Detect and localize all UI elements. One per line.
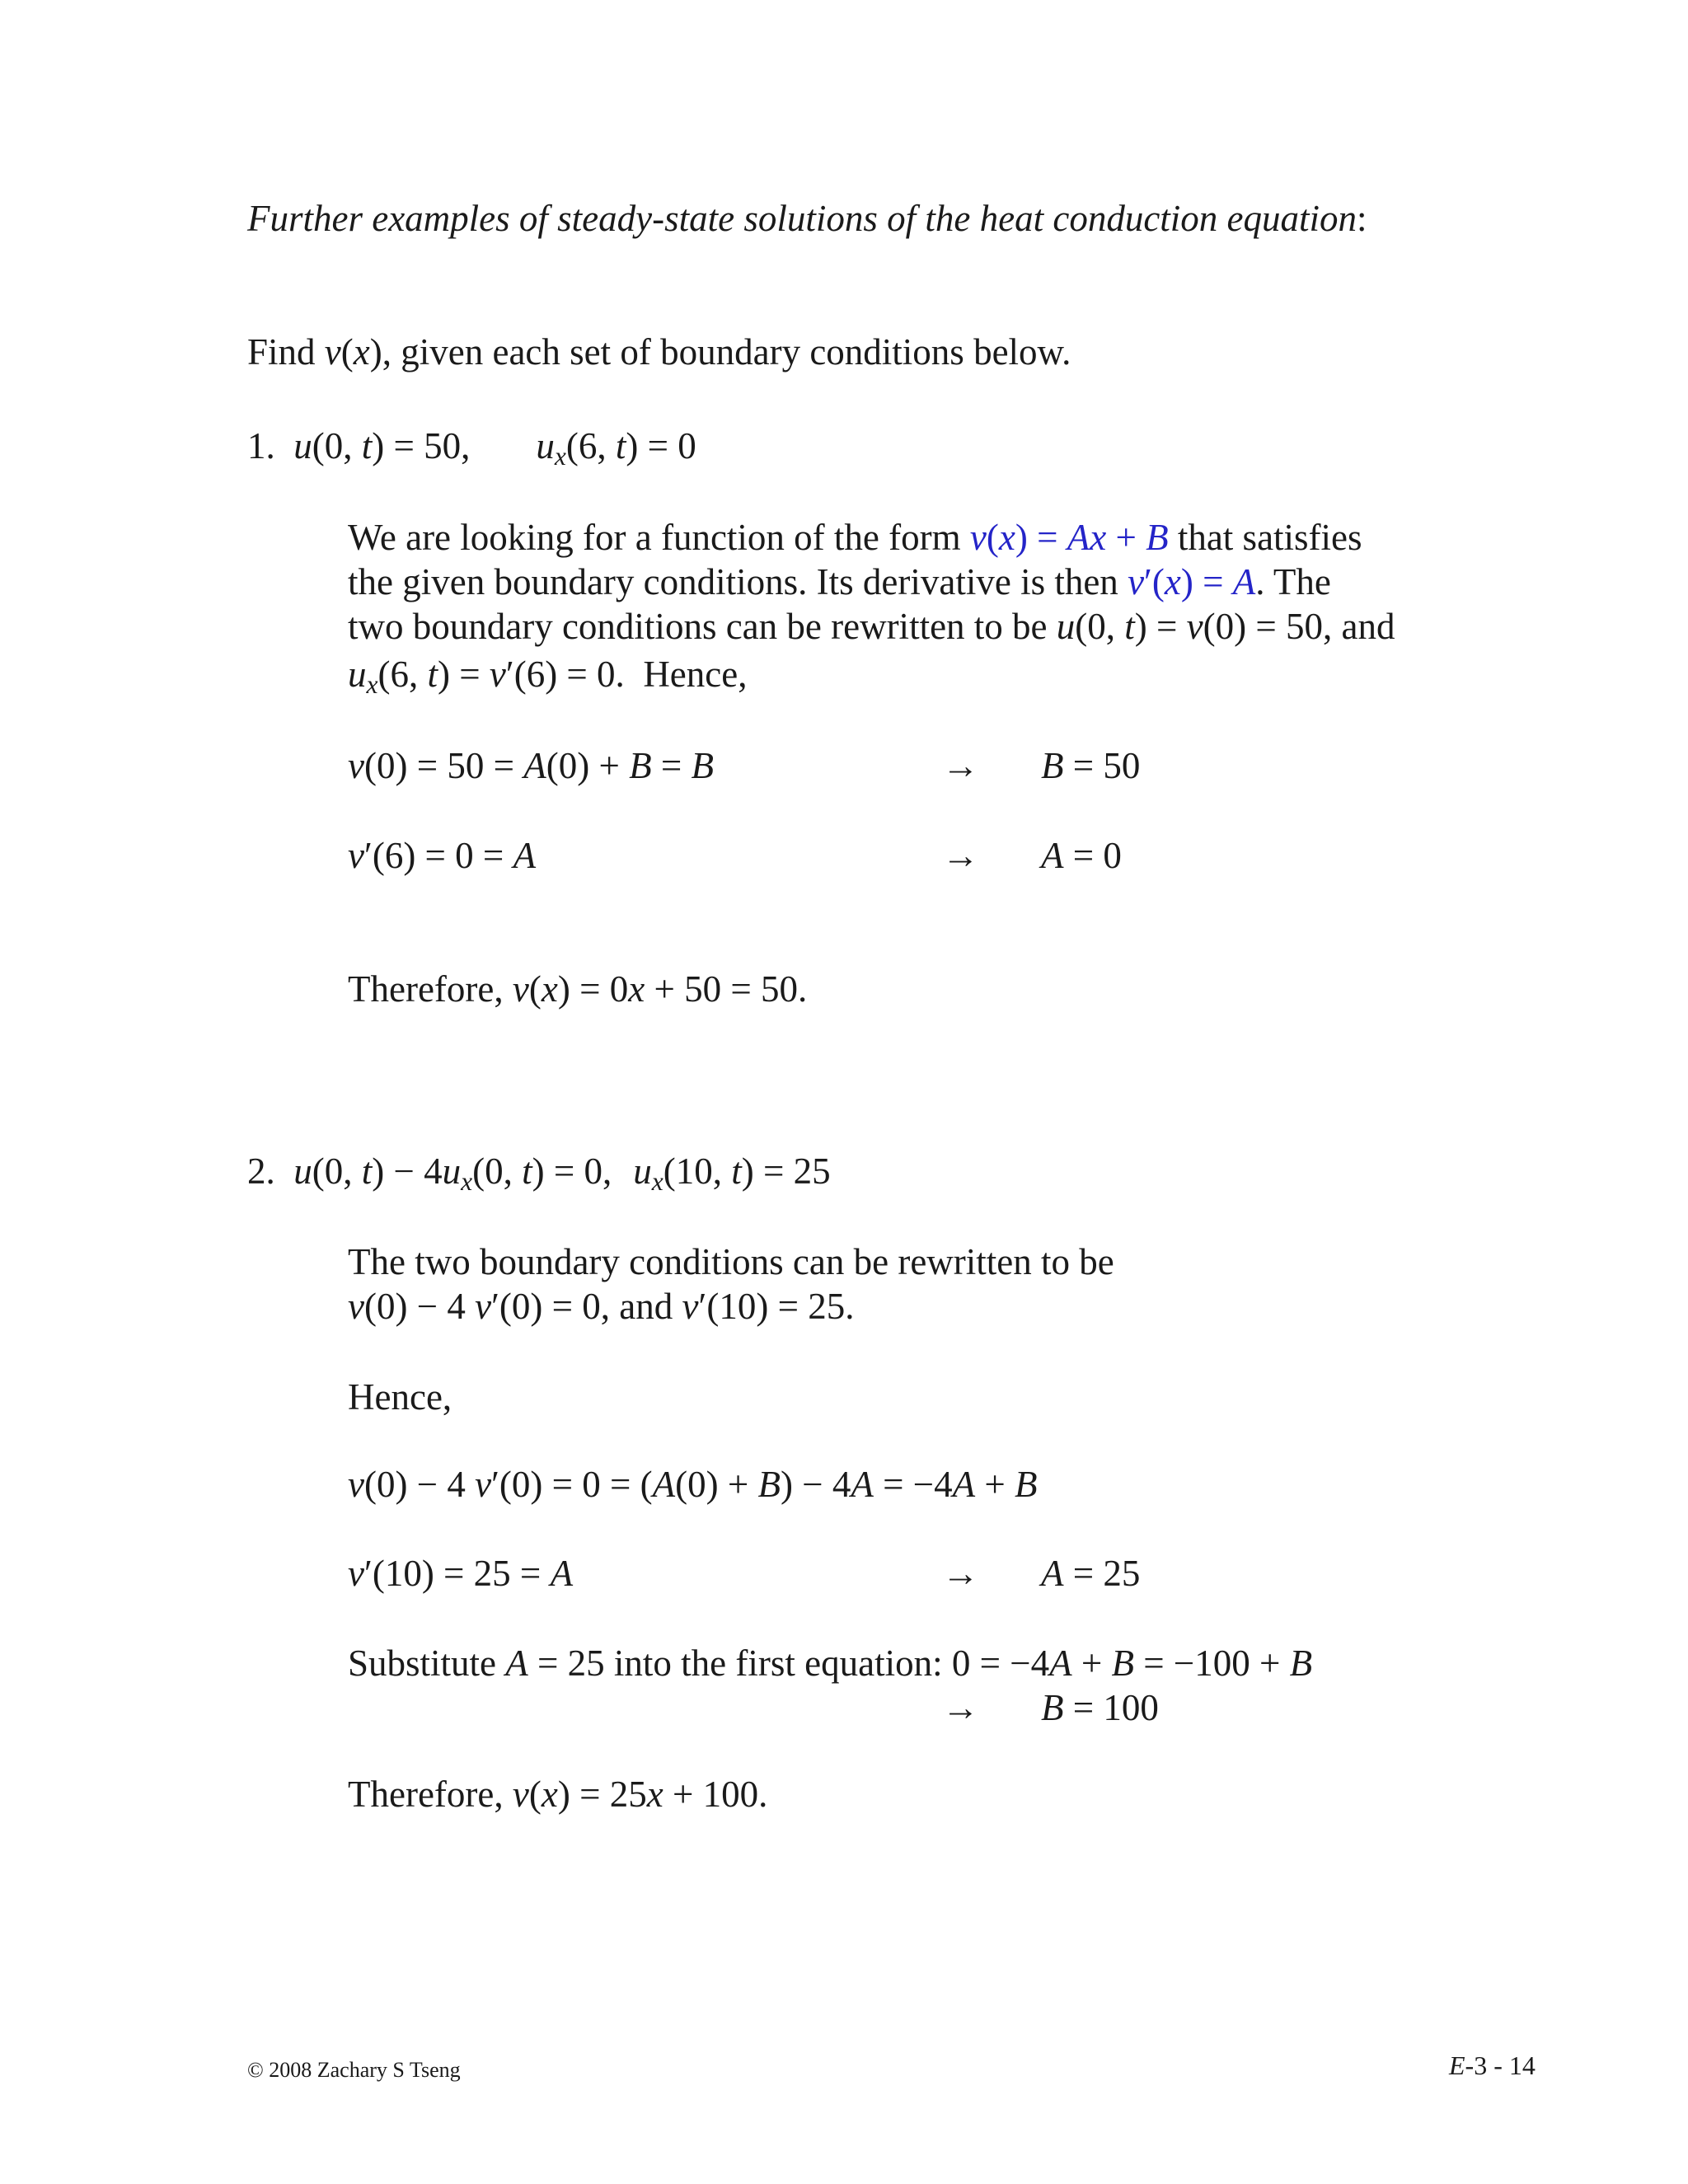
problem-2-result-a: A = 25	[1041, 1553, 1141, 1594]
section-heading: Further examples of steady-state solutions of the heat conduction equation:	[247, 198, 1367, 239]
arrow-icon: →	[942, 1553, 979, 1594]
problem-1-explanation-line-3: two boundary conditions can be rewritten to be u(0, t) = v(0) = 50, and	[348, 606, 1395, 647]
problem-2-explanation-line-2: v(0) − 4 v′(0) = 0, and v′(10) = 25.	[348, 1286, 855, 1327]
problem-2-equation-2: v′(10) = 25 = A	[348, 1553, 574, 1594]
problem-2-explanation-line-1: The two boundary conditions can be rewritten to be	[348, 1241, 1114, 1282]
problem-1-explanation-line-1: We are looking for a function of the form v(x) = Ax + B that satisfies	[348, 517, 1362, 558]
arrow-icon: →	[942, 835, 979, 876]
problem-1-explanation-line-2: the given boundary conditions. Its derivative is then v′(x) = A. The	[348, 561, 1331, 602]
footer-page-number: E-3 - 14	[1449, 2050, 1536, 2080]
problem-2-statement: 2. u(0, $t) - 4u_x(0$, t) = 0, $u_x(10$, t) = 25	[247, 1151, 831, 1196]
problem-1-explanation-line-4: $u_x(6$, t) = v′(6) = 0. Hence,	[348, 654, 748, 699]
footer-copyright: © 2008 Zachary S Tseng	[247, 2058, 461, 2082]
problem-2-substitute: Substitute A = 25 into the first equation: 0 = −4A + B = −100 + B	[348, 1643, 1313, 1684]
intro-text: Find v(x), given each set of boundary conditions below.	[247, 331, 1071, 373]
problem-1-statement: 1. u(0, t) = 50, $u_x(6$, t) = 0	[247, 425, 696, 471]
problem-2-equation-1: v(0) − 4 v′(0) = 0 = (A(0) + B) − 4A = −4A + B	[348, 1464, 1038, 1505]
problem-1-equation-1: v(0) = 50 = A(0) + B = B	[348, 745, 714, 786]
problem-2-conclusion: Therefore, v(x) = 25x + 100.	[348, 1774, 768, 1815]
arrow-icon: →	[942, 1687, 979, 1728]
problem-1-equation-2: v′(6) = 0 = A	[348, 835, 537, 876]
problem-1-result-b: B = 50	[1041, 745, 1141, 786]
problem-2-result-b: B = 100	[1041, 1687, 1159, 1728]
problem-2-hence: Hence,	[348, 1376, 452, 1418]
arrow-icon: →	[942, 745, 979, 786]
problem-1-result-a: A = 0	[1041, 835, 1122, 876]
problem-1-conclusion: Therefore, v(x) = 0x + 50 = 50.	[348, 968, 808, 1010]
